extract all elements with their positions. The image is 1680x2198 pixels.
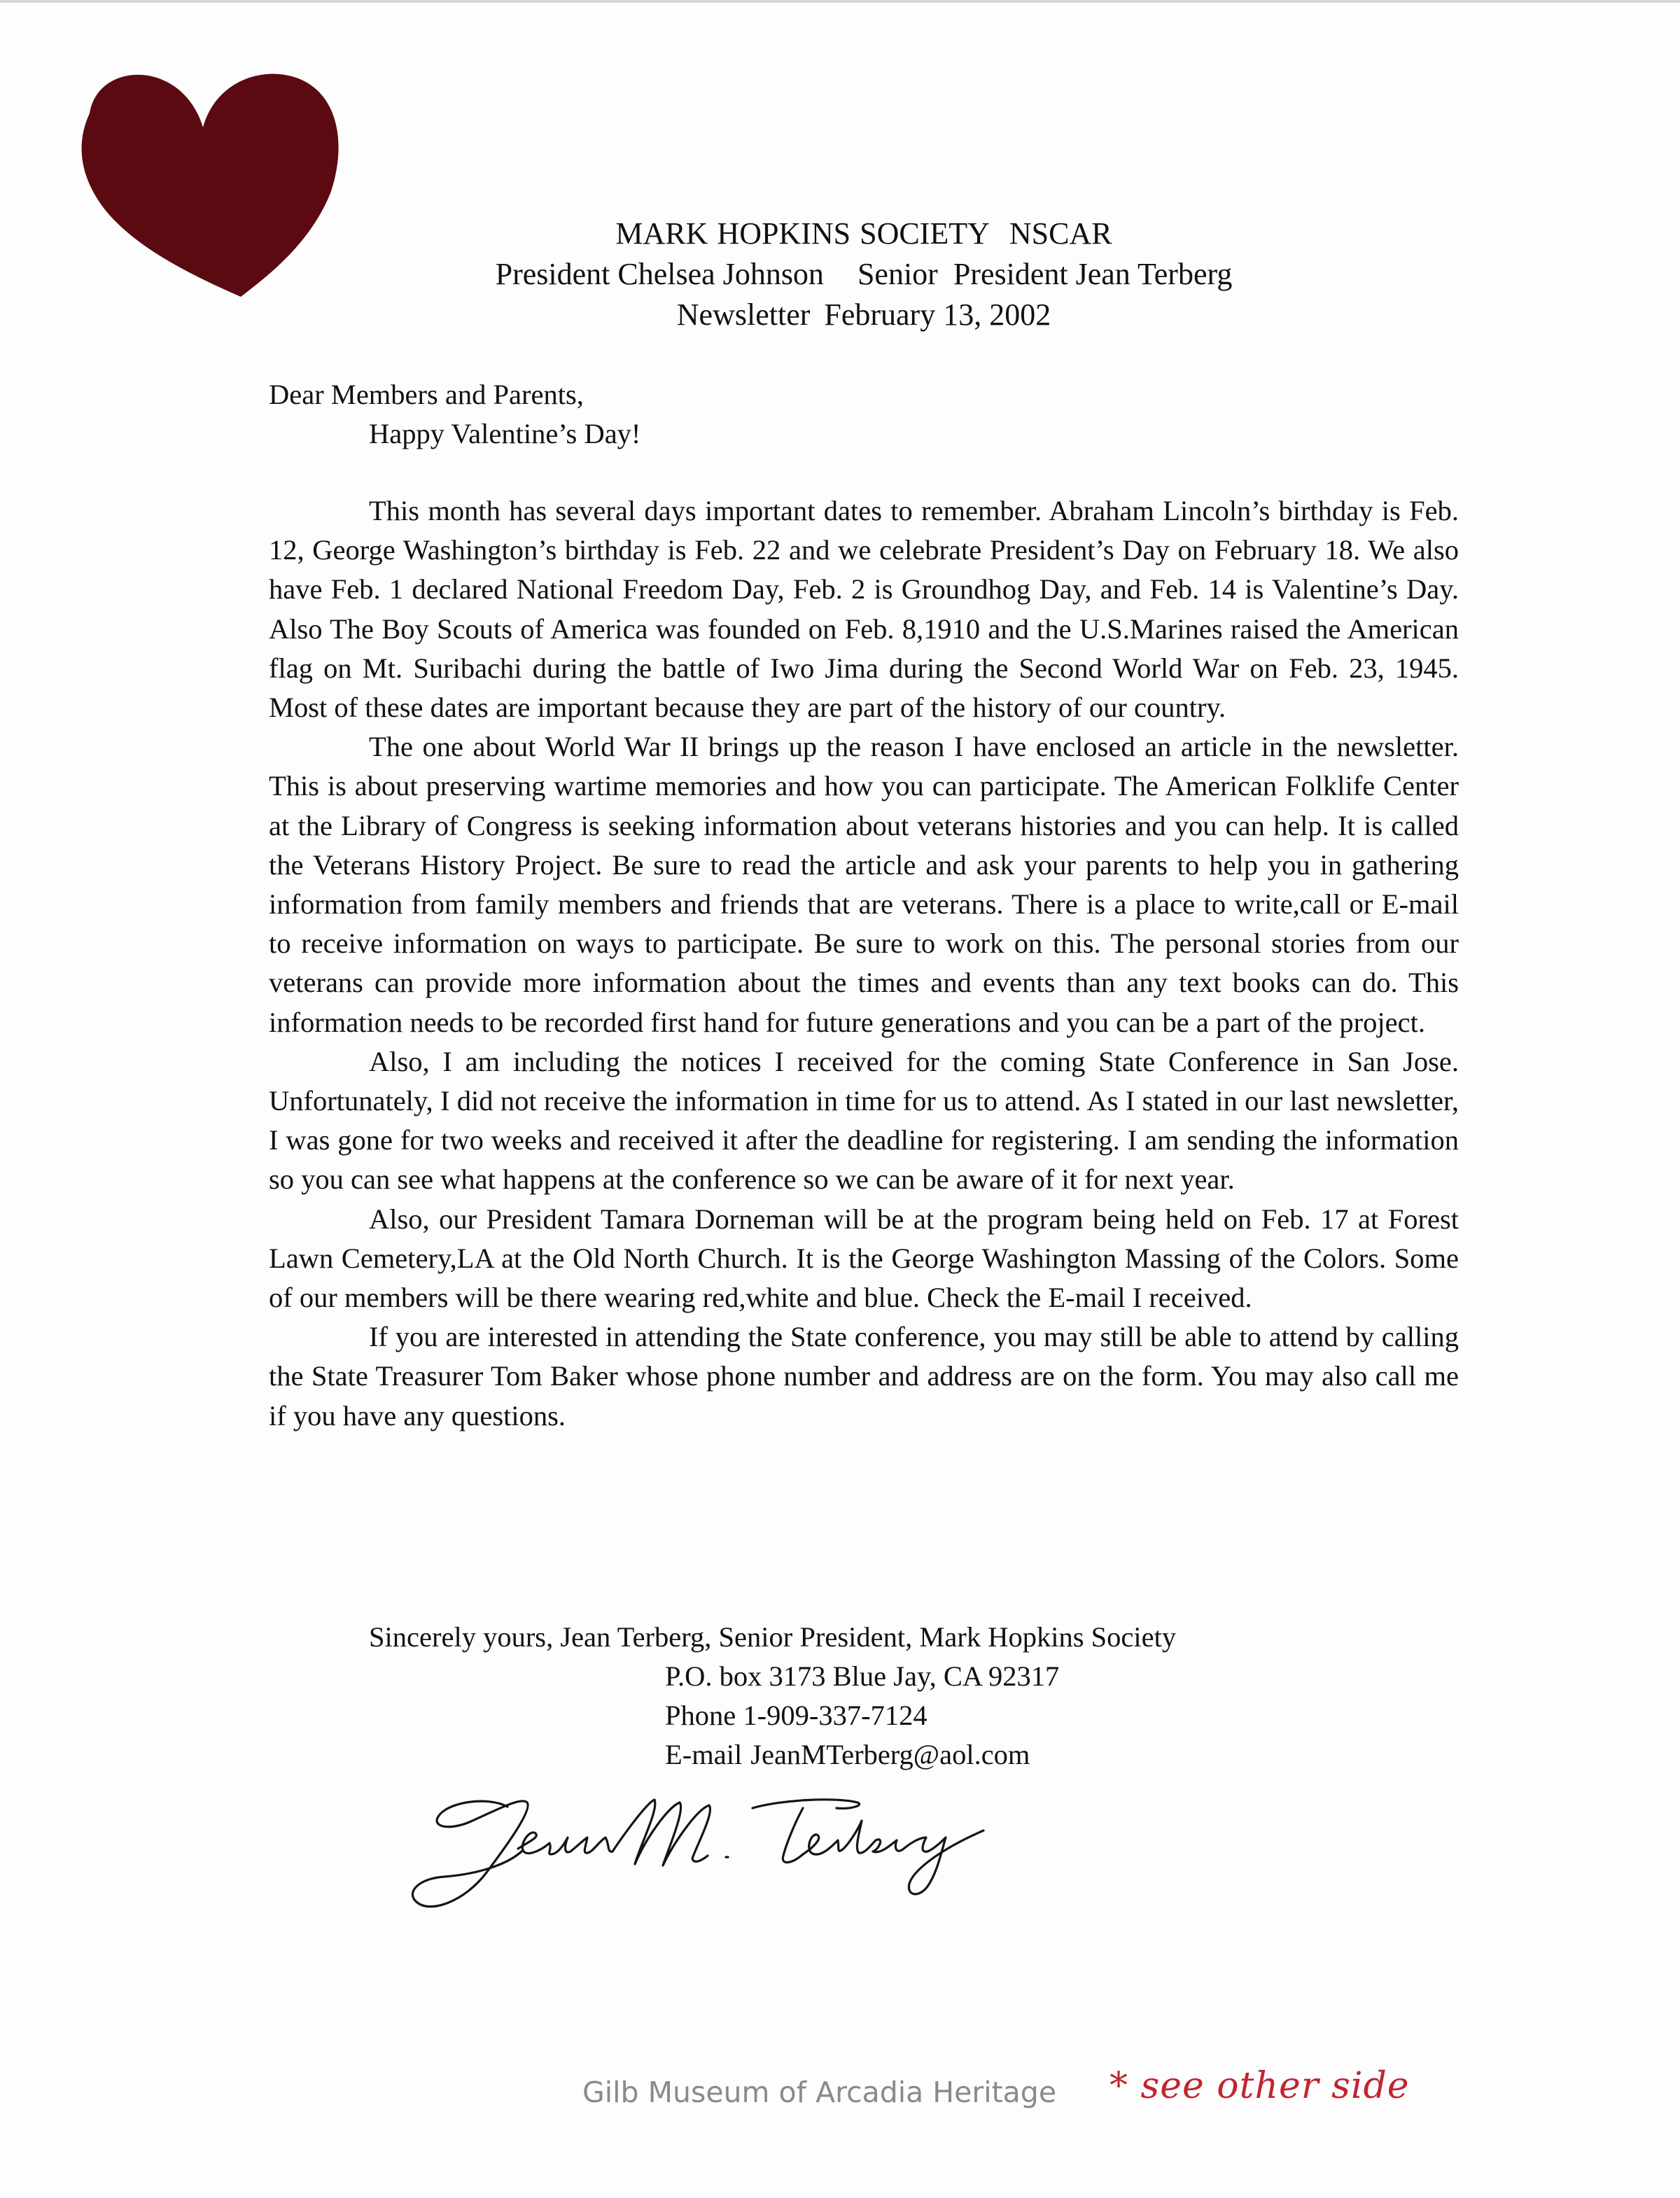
org-name: MARK HOPKINS SOCIETY <box>615 216 990 251</box>
letterhead-newsletter <box>24 295 1680 335</box>
letterhead-officers <box>24 254 1680 295</box>
email-address[interactable]: JeanMTerberg@aol.com <box>750 1739 1030 1771</box>
page-edge <box>0 0 1680 3</box>
contact-email-line <box>665 1735 1059 1774</box>
email-label: E-mail <box>665 1739 743 1771</box>
paragraph: If you are interested in attending the State conference, you may still be able to attend by calling the State Treasurer Tom Baker whose phone number and address are on the form. You may also call me if you have any questions. <box>269 1321 1459 1432</box>
paragraph: This month has several days important dates to remember. Abraham Lincoln’s birthday is Feb. 12, George Washington’s birthday is Feb. 22 and we celebrate President’s Day on February 18. We also have Feb. 1 declared National Freedom Day, Feb. 2 is Groundhog Day, and Feb. 14 is Valentine’s Day. Also The Boy Scouts of America was founded on Feb. 8,1910 and the U.S.Marines raised the American flag on Mt. Suribachi during the battle of Iwo Jima during the Second World War on Feb. 23, 1945. Most of these dates are important because they are part of the history of our country. <box>269 495 1459 724</box>
paragraph: Also, our President Tamara Dorneman will be at the program being held on Feb. 17 at Forest Lawn Cemetery,LA at the Old North Church. It is the George Washington Massing of the Colors. Some of our members will be there wearing red,white and blue. Check the E-mail I received. <box>269 1203 1459 1314</box>
contact-phone: Phone 1-909-337-7124 <box>665 1700 927 1732</box>
contact-address: P.O. box 3173 Blue Jay, CA 92317 <box>665 1660 1060 1692</box>
handwritten-note: * see other side <box>1110 2065 1410 2107</box>
president-label: President <box>495 257 610 291</box>
salutation: Dear Members and Parents, <box>269 379 584 410</box>
paragraph: Also, I am including the notices I received for the coming State Conference in San Jose. Unfortunately, I did not receive the information in time for us to attend. As I stated in our last newsletter, I was gone for two weeks and received it after the deadline for registering. I am sending the information so you can see what happens at the conference so we can be aware of it for next year. <box>269 1045 1459 1196</box>
org-abbrev: NSCAR <box>1009 216 1112 251</box>
president-name: Chelsea Johnson <box>617 257 824 291</box>
newsletter-label: Newsletter <box>676 298 811 332</box>
handwritten-signature <box>402 1782 990 1914</box>
paragraph: The one about World War II brings up the reason I have enclosed an article in the newsletter. This is about preserving wartime memories and how you can participate. The American Folklife Center at the Library of Congress is seeking information about veterans histories and you can help. It is called the Veterans History Project. Be sure to read the article and ask your parents to help you in gathering information from family members and friends that are veterans. There is a place to write,call or E-mail to receive information on ways to participate. Be sure to work on this. The personal stories from our veterans can provide more information about the times and events than any text books can do. This information needs to be recorded first hand for future generations and you can be a part of the project. <box>269 731 1459 1038</box>
greeting: Happy Valentine’s Day! <box>369 418 641 449</box>
closing-line: Sincerely yours, Jean Terberg, Senior President, Mark Hopkins Society <box>369 1621 1177 1653</box>
footer-credit: Gilb Museum of Arcadia Heritage <box>582 2076 1057 2109</box>
contact-block <box>665 1657 1059 1775</box>
senior-president-label: Senior President <box>857 257 1068 291</box>
senior-president-name: Jean Terberg <box>1075 257 1233 291</box>
letterhead-org <box>24 214 1680 254</box>
newsletter-date: February 13, 2002 <box>824 298 1051 332</box>
letter-body <box>269 491 1459 1436</box>
